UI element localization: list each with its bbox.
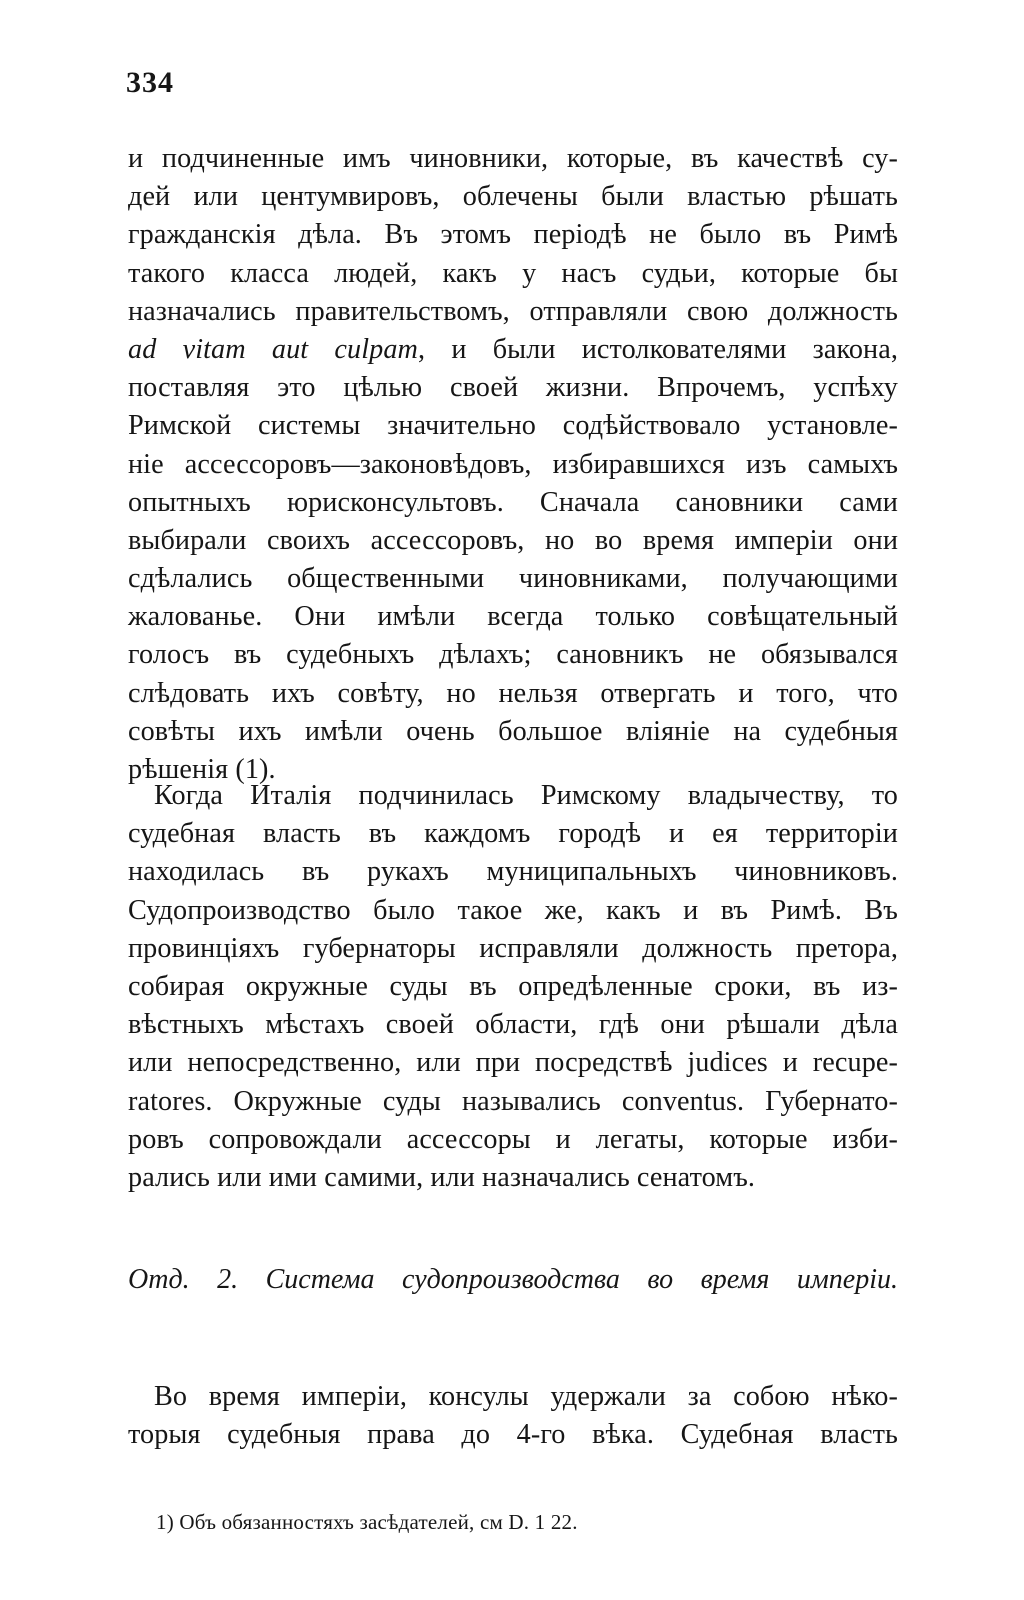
section-heading: Отд. 2. Система судопроизводства во время имперіи.	[128, 1264, 898, 1295]
page-number: 334	[126, 66, 174, 99]
text-line: назначались правительствомъ, отправляли свою должность	[128, 295, 898, 327]
text-line: ratores. Окружные суды назывались conventus. Губернато-	[128, 1085, 898, 1117]
text-line-with-latin	[128, 331, 898, 369]
text-line: Судопроизводство было такое же, какъ и въ Римѣ. Въ	[128, 894, 898, 926]
text-line: сдѣлались общественными чиновниками, получающими	[128, 563, 898, 595]
text-line: и подчиненные имъ чиновники, которые, въ качествѣ су-	[128, 143, 898, 174]
text-line: Во время имперіи, консулы удержали за собою нѣко-	[154, 1381, 898, 1412]
latin-phrase: ad vitam aut culpam	[128, 333, 418, 365]
paragraph-3	[128, 1378, 898, 1454]
text-line: рѣшенія (1).	[128, 754, 276, 785]
text-line: выбирали своихъ ассессоровъ, но во время имперіи они	[128, 524, 898, 556]
footnote: 1) Объ обязанностяхъ засѣдателей, см D. 1 22.	[156, 1510, 578, 1534]
text-line: поставляя это цѣлью своей жизни. Впрочемъ, успѣху	[128, 372, 898, 404]
text-fragment: , и были истолкователями закона,	[418, 333, 898, 365]
text-line: слѣдовать ихъ совѣту, но нельзя отвергать и того, что	[128, 677, 898, 709]
text-line: торыя судебныя права до 4-го вѣка. Судебная власть	[128, 1419, 898, 1451]
text-line: Когда Италія подчинилась Римскому владычеству, то	[154, 780, 898, 811]
text-line: собирая окружные суды въ опредѣленные сроки, въ из-	[128, 970, 898, 1002]
text-line: совѣты ихъ имѣли очень большое вліяніе на судебныя	[128, 715, 898, 747]
text-line: Римской системы значительно содѣйствовало установле-	[128, 410, 898, 442]
text-line: провинціяхъ губернаторы исправляли должность претора,	[128, 932, 898, 964]
paragraph-2	[128, 777, 898, 1197]
text-line: ровъ сопровождали ассессоры и легаты, которые изби-	[128, 1123, 898, 1155]
text-line: такого класса людей, какъ у насъ судьи, которые бы	[128, 257, 898, 289]
text-line: рались или ими самими, или назначались сенатомъ.	[128, 1161, 756, 1193]
text-line: вѣстныхъ мѣстахъ своей области, гдѣ они рѣшали дѣла	[128, 1009, 898, 1041]
text-line: опытныхъ юрисконсультовъ. Сначала сановники сами	[128, 486, 898, 518]
text-line: или непосредственно, или при посредствѣ judices и recupe-	[128, 1047, 898, 1079]
text-line: судебная власть въ каждомъ городѣ и ея территоріи	[128, 818, 898, 850]
text-line: ніе ассессоровъ—законовѣдовъ, избиравшихся изъ самыхъ	[128, 448, 898, 480]
paragraph-1	[128, 140, 898, 789]
text-line: жалованье. Они имѣли всегда только совѣщательный	[128, 601, 898, 633]
text-line: дей или центумвировъ, облечены были властью рѣшать	[128, 181, 898, 213]
text-line: гражданскія дѣла. Въ этомъ періодѣ не было въ Римѣ	[128, 219, 898, 251]
text-line: находилась въ рукахъ муниципальныхъ чиновниковъ.	[128, 856, 898, 888]
text-line: голосъ въ судебныхъ дѣлахъ; сановникъ не обязывался	[128, 639, 898, 671]
